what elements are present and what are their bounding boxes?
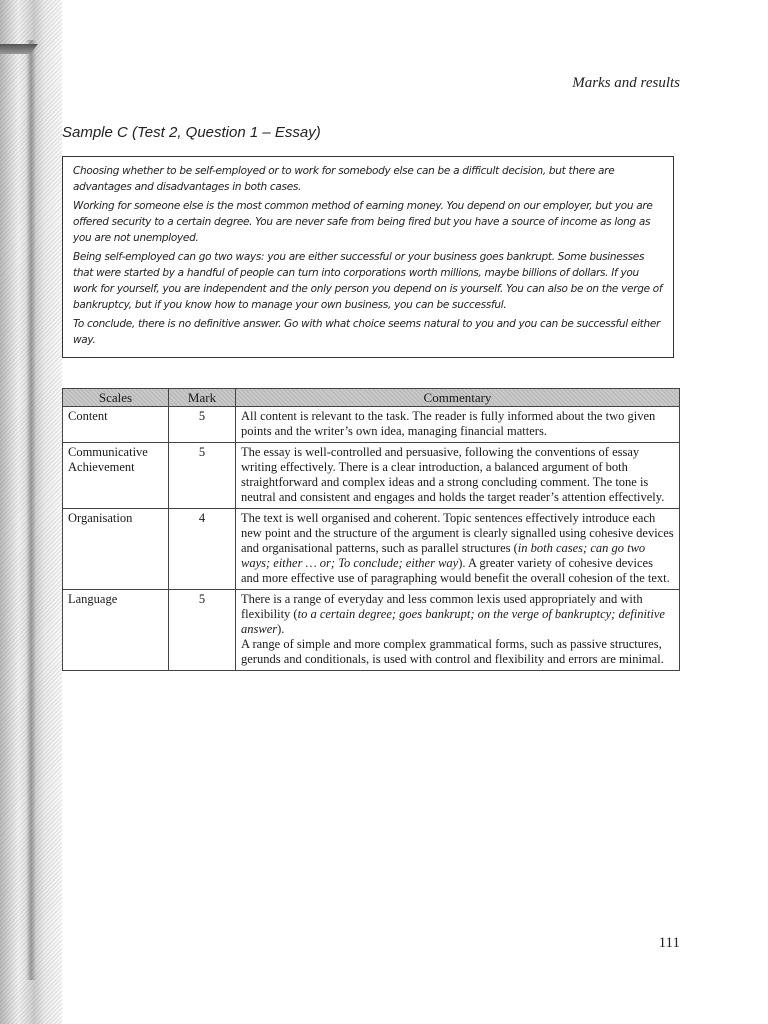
commentary-cell: [236, 590, 680, 671]
commentary-text: There is a range of everyday and less common lexis used appropriately and with flexibility (: [241, 592, 643, 621]
header-mark: Mark: [169, 389, 236, 407]
spine-fold: [26, 40, 36, 980]
commentary-text: ). A greater variety of cohesive devices and more effective use of paragraphing would benefit the overall cohesion of the text.: [241, 556, 670, 585]
book-spine-shadow: [0, 0, 62, 1024]
commentary-cell: All content is relevant to the task. The reader is fully informed about the two given points and the writer’s own idea, managing financial matters.: [236, 407, 680, 443]
essay-sample-box: [62, 156, 674, 358]
table-header-row: [63, 389, 680, 407]
mark-cell: 4: [169, 509, 236, 590]
assessment-table: [62, 388, 680, 671]
page-number: 111: [658, 935, 680, 951]
table-row: [63, 407, 680, 443]
scale-cell: Language: [63, 590, 169, 671]
header-scales: Scales: [63, 389, 169, 407]
section-title: Sample C (Test 2, Question 1 – Essay): [62, 124, 321, 141]
mark-cell: 5: [169, 407, 236, 443]
commentary-cell: The essay is well-controlled and persuasive, following the conventions of essay writing effectively. There is a clear introduction, a balanced argument of both straightforward and complex ideas and a strong concluding comment. The tone is neutral and consistent and engages and holds the target reader’s attention effectively.: [236, 443, 680, 509]
table-row: [63, 443, 680, 509]
essay-paragraph: Choosing whether to be self-employed or to work for somebody else can be a difficult decision, but there are advantages and disadvantages in both cases.: [73, 165, 615, 193]
commentary-text: A range of simple and more complex grammatical forms, such as passive structures, gerunds and conditionals, is used with control and flexibility and errors are minimal.: [241, 637, 664, 666]
scale-cell: Organisation: [63, 509, 169, 590]
commentary-text: ).: [277, 622, 285, 636]
essay-paragraph: Being self-employed can go two ways: you are either successful or your business goes bankrupt. Some businesses that were started by a handful of people can turn into corporations worth millions, maybe billions of dollars. If you work for yourself, you are independent and the only person you depend on is yourself. You can also be on the verge of bankruptcy, but if you know how to manage your own business, you can be successful.: [73, 251, 663, 311]
essay-paragraph: Working for someone else is the most common method of earning money. You depend on our employer, but you are offered security to a certain degree. You are never safe from being fired but you have a source of income as long as you are not unemployed.: [73, 200, 653, 244]
commentary-text: The text is well organised and coherent. Topic sentences effectively introduce each new point and the structure of the argument is clearly signalled using cohesive devices and organisational patterns, such as parallel structures (: [241, 511, 674, 555]
table-row: [63, 590, 680, 671]
commentary-examples: in both cases; can go two ways; either … or; To conclude; either way: [241, 541, 646, 570]
essay-paragraph: To conclude, there is no definitive answer. Go with what choice seems natural to you and you can be successful either way.: [73, 318, 661, 346]
table-row: [63, 509, 680, 590]
mark-cell: 5: [169, 590, 236, 671]
running-head: Marks and results: [572, 75, 680, 91]
header-commentary: Commentary: [236, 389, 680, 407]
commentary-examples: to a certain degree; goes bankrupt; on the verge of bankruptcy; definitive answer: [241, 607, 665, 636]
mark-cell: 5: [169, 443, 236, 509]
scale-cell: Content: [63, 407, 169, 443]
commentary-cell: [236, 509, 680, 590]
scale-cell: Communicative Achievement: [63, 443, 169, 509]
